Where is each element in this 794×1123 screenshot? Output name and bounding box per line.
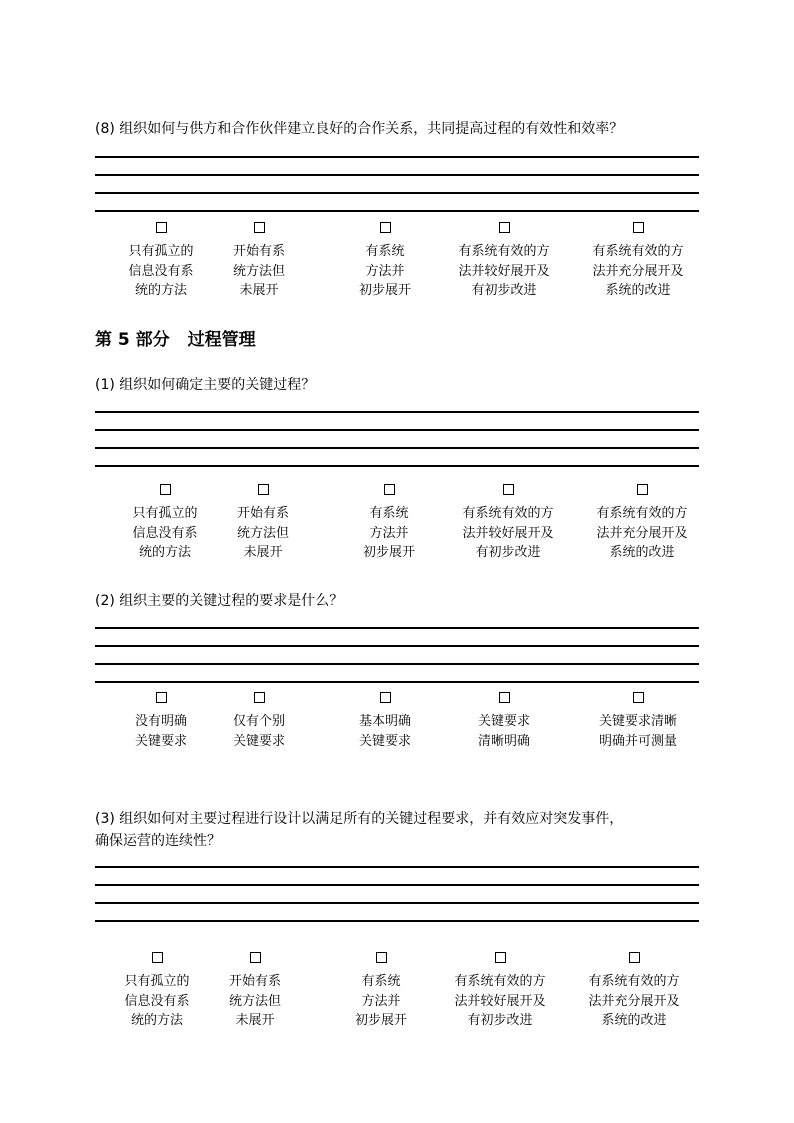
answer-line [95, 681, 699, 683]
checkbox[interactable] [637, 484, 648, 495]
answer-line [95, 884, 699, 886]
rating-option[interactable]: 有系统 方法并 初步展开 [324, 484, 454, 563]
checkbox[interactable] [384, 484, 395, 495]
section-heading [95, 325, 256, 350]
answer-line [95, 192, 699, 194]
rating-option[interactable]: 有系统有效的方 法并较好展开及 有初步改进 [443, 484, 573, 563]
checkbox[interactable] [254, 222, 265, 233]
rating-option[interactable]: 有系统 方法并 初步展开 [316, 952, 446, 1031]
checkbox[interactable] [258, 484, 269, 495]
checkbox[interactable] [629, 952, 640, 963]
rating-option[interactable]: 只有孤立的 信息没有系 统的方法 [96, 222, 226, 301]
rating-option[interactable]: 有系统有效的方 法并较好展开及 有初步改进 [435, 952, 565, 1031]
answer-lines-q1[interactable] [95, 411, 699, 471]
checkbox[interactable] [380, 222, 391, 233]
answer-line [95, 920, 699, 922]
answer-line [95, 174, 699, 176]
question-3-text [95, 808, 705, 852]
question-8-text: (8) 组织如何与供方和合作伙伴建立良好的合作关系，共同提高过程的有效性和效率？ [95, 121, 624, 137]
rating-option[interactable]: 仅有个别 关键要求 [194, 692, 324, 751]
rating-option[interactable]: 有系统有效的方 法并充分展开及 系统的改进 [569, 952, 699, 1031]
answer-line [95, 465, 699, 467]
answer-line [95, 210, 699, 212]
rating-option[interactable]: 开始有系 统方法但 未展开 [190, 952, 320, 1031]
answer-lines-q3[interactable] [95, 866, 699, 926]
question-3-line-2: 确保运营的连续性？ [95, 833, 221, 849]
answer-line [95, 645, 699, 647]
section-title: 过程管理 [187, 330, 256, 350]
section-number: 第 5 部分 [95, 330, 170, 350]
answer-lines-q2[interactable] [95, 627, 699, 687]
rating-option[interactable]: 关键要求清晰 明确并可测量 [573, 692, 703, 751]
rating-options-q3 [95, 952, 715, 1042]
checkbox[interactable] [503, 484, 514, 495]
answer-line [95, 156, 699, 158]
rating-options-q1 [95, 484, 715, 574]
question-1-text: (1) 组织如何确定主要的关键过程？ [95, 377, 316, 393]
rating-option[interactable]: 只有孤立的 信息没有系 统的方法 [100, 484, 230, 563]
answer-lines-q8[interactable] [95, 156, 699, 216]
checkbox[interactable] [160, 484, 171, 495]
checkbox[interactable] [254, 692, 265, 703]
rating-option[interactable]: 开始有系 统方法但 未展开 [198, 484, 328, 563]
rating-option[interactable]: 基本明确 关键要求 [320, 692, 450, 751]
rating-option[interactable]: 没有明确 关键要求 [96, 692, 226, 751]
checkbox[interactable] [499, 692, 510, 703]
checkbox[interactable] [376, 952, 387, 963]
question-3-line-1: (3) 组织如何对主要过程进行设计以满足所有的关键过程要求，并有效应对突发事件， [95, 811, 624, 827]
checkbox[interactable] [495, 952, 506, 963]
rating-option[interactable]: 关键要求 清晰明确 [439, 692, 569, 751]
rating-option[interactable]: 有系统有效的方 法并较好展开及 有初步改进 [439, 222, 569, 301]
answer-line [95, 627, 699, 629]
checkbox[interactable] [156, 692, 167, 703]
checkbox[interactable] [633, 692, 644, 703]
checkbox[interactable] [152, 952, 163, 963]
rating-option[interactable]: 开始有系 统方法但 未展开 [194, 222, 324, 301]
answer-line [95, 411, 699, 413]
checkbox[interactable] [380, 692, 391, 703]
rating-option[interactable]: 只有孤立的 信息没有系 统的方法 [92, 952, 222, 1031]
answer-line [95, 429, 699, 431]
rating-option[interactable]: 有系统有效的方 法并充分展开及 系统的改进 [573, 222, 703, 301]
rating-options-q2 [95, 692, 715, 762]
checkbox[interactable] [156, 222, 167, 233]
question-2-text: (2) 组织主要的关键过程的要求是什么？ [95, 593, 344, 609]
answer-line [95, 866, 699, 868]
rating-option[interactable]: 有系统有效的方 法并充分展开及 系统的改进 [577, 484, 707, 563]
answer-line [95, 447, 699, 449]
rating-options-q8 [95, 222, 715, 312]
answer-line [95, 663, 699, 665]
checkbox[interactable] [633, 222, 644, 233]
checkbox[interactable] [250, 952, 261, 963]
checkbox[interactable] [499, 222, 510, 233]
answer-line [95, 902, 699, 904]
rating-option[interactable]: 有系统 方法并 初步展开 [320, 222, 450, 301]
